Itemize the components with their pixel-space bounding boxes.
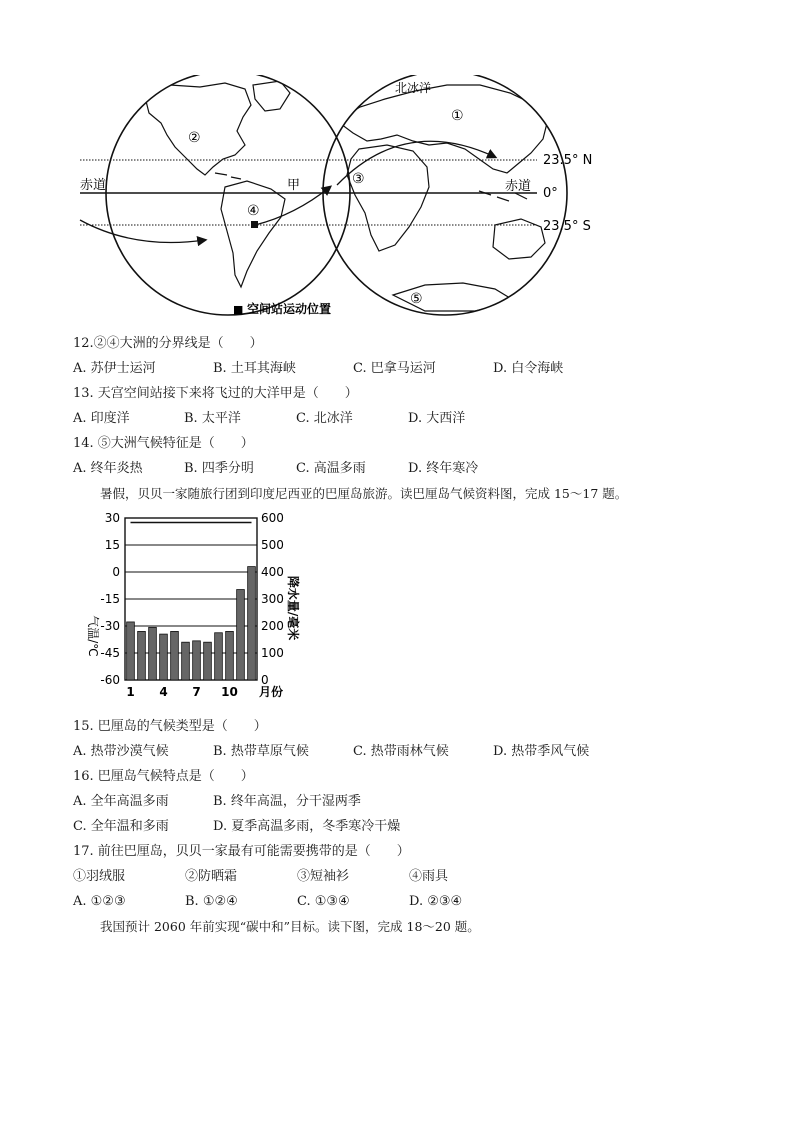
climate-chart — [75, 508, 315, 703]
y-right-axis-title: 降水量/毫米 — [286, 575, 300, 641]
y-left-tick-label: -60 — [100, 673, 120, 687]
eastern-hemisphere — [323, 75, 567, 315]
y-left-tick-label: -45 — [100, 646, 120, 660]
precipitation-bar — [248, 567, 256, 680]
x-tick-label: 4 — [159, 685, 168, 699]
precipitation-bar — [127, 622, 135, 680]
y-left-tick-label: 15 — [104, 538, 120, 552]
q16-option-d[interactable]: D. 夏季高温多雨，冬季寒冷干燥 — [213, 819, 401, 834]
space-station-trajectory — [80, 220, 205, 243]
africa-shape — [347, 145, 429, 251]
latitude-23-5-s-label: 23.5° S — [543, 219, 591, 234]
precipitation-bar — [215, 633, 223, 680]
continent-1-label: ① — [451, 108, 464, 124]
continent-3-label: ③ — [352, 171, 365, 187]
y-right-tick-label: 400 — [261, 565, 284, 579]
question-13-stem: 13. 天宫空间站接下来将飞过的大洋甲是（ ） — [73, 386, 358, 401]
q13-option-a[interactable]: A. 印度洋 — [73, 411, 130, 426]
question-17-stem: 17. 前往巴厘岛，贝贝一家最有可能需要携带的是（ ） — [73, 844, 410, 859]
question-12-stem: 12.②④大洲的分界线是（ ） — [73, 336, 263, 351]
continent-4-label: ④ — [247, 203, 260, 219]
y-left-tick-label: 30 — [104, 511, 120, 525]
q12-option-c[interactable]: C. 巴拿马运河 — [353, 361, 436, 376]
y-left-tick-label: 0 — [112, 565, 120, 579]
q14-option-d[interactable]: D. 终年寒冷 — [408, 461, 479, 476]
q16-option-c[interactable]: C. 全年温和多雨 — [73, 819, 169, 834]
precipitation-bar — [226, 631, 234, 680]
q17-item-3: ③短袖衫 — [297, 869, 350, 884]
q17-option-d[interactable]: D. ②③④ — [409, 894, 463, 909]
precipitation-bar — [138, 631, 146, 680]
south-america-shape — [221, 181, 285, 287]
q12-option-a[interactable]: A. 苏伊士运河 — [73, 361, 156, 376]
y-left-axis-title: 气温/℃ — [86, 615, 100, 657]
ocean-jia-label: 甲 — [287, 178, 301, 193]
x-tick-label: 10 — [221, 685, 238, 699]
precipitation-bar — [171, 631, 179, 680]
precipitation-bar — [160, 634, 168, 680]
y-left-tick-label: -15 — [100, 592, 120, 606]
world-hemispheres-map — [75, 75, 615, 325]
q14-option-b[interactable]: B. 四季分明 — [184, 461, 254, 476]
q13-option-c[interactable]: C. 北冰洋 — [296, 411, 353, 426]
caribbean-islands — [215, 173, 241, 179]
precipitation-bar — [204, 642, 212, 680]
question-16-stem: 16. 巴厘岛气候特点是（ ） — [73, 769, 254, 784]
continent-5-label: ⑤ — [410, 291, 423, 307]
question-15-stem: 15. 巴厘岛的气候类型是（ ） — [73, 719, 267, 734]
western-continents — [145, 81, 290, 287]
x-tick-label: 1 — [126, 685, 135, 699]
equator-label-left: 赤道 — [80, 178, 107, 193]
q12-option-d[interactable]: D. 白令海峡 — [493, 361, 564, 376]
question-14-stem: 14. ⑤大洲气候特征是（ ） — [73, 436, 254, 451]
continent-2-label: ② — [188, 130, 201, 146]
y-left-tick-label: -30 — [100, 619, 120, 633]
q17-option-a[interactable]: A. ①②③ — [73, 894, 126, 909]
q13-option-d[interactable]: D. 大西洋 — [408, 411, 466, 426]
precipitation-bar — [193, 641, 201, 680]
y-right-tick-label: 0 — [261, 673, 269, 687]
legend-text: 空间站运动位置 — [247, 302, 332, 316]
greenland-shape — [253, 81, 290, 111]
q15-option-c[interactable]: C. 热带雨林气候 — [353, 744, 449, 759]
q14-option-a[interactable]: A. 终年炎热 — [73, 461, 143, 476]
q15-option-d[interactable]: D. 热带季风气候 — [493, 744, 590, 759]
q17-item-4: ④雨具 — [409, 869, 449, 884]
q16-option-a[interactable]: A. 全年高温多雨 — [73, 794, 169, 809]
y-right-tick-label: 500 — [261, 538, 284, 552]
legend-marker: ■ — [233, 303, 244, 316]
q12-option-b[interactable]: B. 土耳其海峡 — [213, 361, 296, 376]
y-right-tick-label: 600 — [261, 511, 284, 525]
q14-option-c[interactable]: C. 高温多雨 — [296, 461, 366, 476]
western-hemisphere — [106, 75, 350, 315]
x-tick-label: 月份 — [259, 685, 284, 699]
q13-option-b[interactable]: B. 太平洋 — [184, 411, 241, 426]
space-station-position-marker — [251, 221, 258, 228]
latitude-0-label: 0° — [543, 186, 558, 201]
precipitation-bar — [149, 627, 157, 680]
q17-item-1: ①羽绒服 — [73, 869, 126, 884]
x-tick-label: 7 — [192, 685, 201, 699]
precipitation-bar — [182, 642, 190, 680]
intro-15-17: 暑假，贝贝一家随旅行团到印度尼西亚的巴厘岛旅游。读巴厘岛气候资料图，完成 15～17 题。 — [100, 486, 628, 501]
latitude-23-5-n-label: 23.5° N — [543, 153, 593, 168]
arctic-ocean-label: 北冰洋 — [395, 81, 432, 95]
eastern-continents — [337, 85, 547, 311]
y-right-tick-label: 300 — [261, 592, 284, 606]
q17-option-c[interactable]: C. ①③④ — [297, 894, 350, 909]
precipitation-bar — [237, 590, 245, 680]
equator-label-right: 赤道 — [505, 179, 532, 194]
north-america-shape — [145, 83, 251, 175]
q17-option-b[interactable]: B. ①②④ — [185, 894, 238, 909]
q17-item-2: ②防晒霜 — [185, 869, 238, 884]
y-right-tick-label: 100 — [261, 646, 284, 660]
q16-option-b[interactable]: B. 终年高温，分干湿两季 — [213, 794, 361, 809]
q15-option-a[interactable]: A. 热带沙漠气候 — [73, 744, 169, 759]
y-right-tick-label: 200 — [261, 619, 284, 633]
q15-option-b[interactable]: B. 热带草原气候 — [213, 744, 309, 759]
intro-18-20: 我国预计 2060 年前实现“碳中和”目标。读下图，完成 18～20 题。 — [100, 919, 480, 934]
